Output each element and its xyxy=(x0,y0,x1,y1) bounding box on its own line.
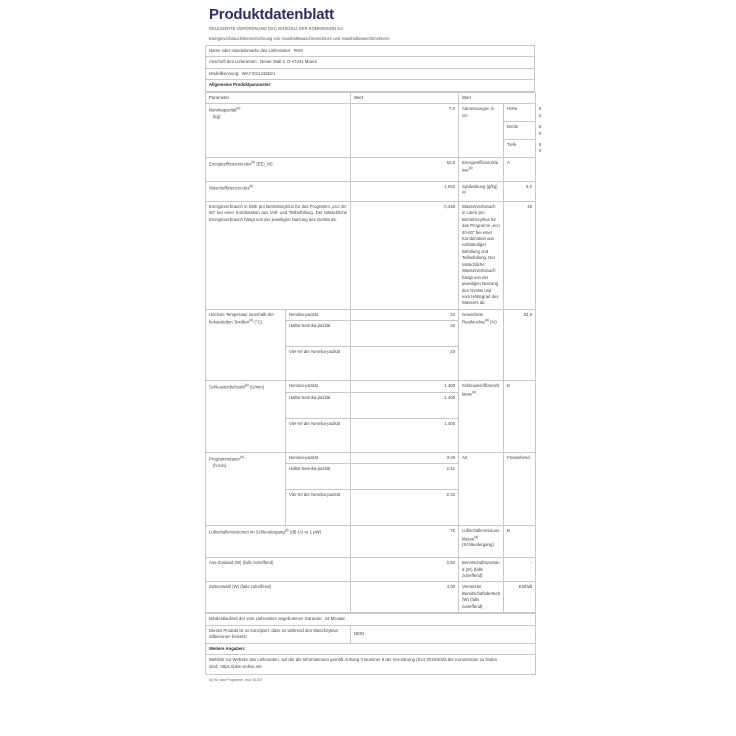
energy-class-value: A xyxy=(504,157,536,181)
energy-consumption-label: Energieverbrauch in kWh pro Betriebszyklus für das Programm „eco 40-60" bei einer Kombination aus Voll- und Teilbefüllung. Der tatsächliche Energieverbrauch hängt von der jeweiligen Nutzung des Geräts ab. xyxy=(206,201,351,309)
table-row xyxy=(206,625,536,643)
spin-quarter-label: Vier-tel der Nennka-pazität xyxy=(286,418,351,452)
height-label: Höhe xyxy=(504,104,536,122)
model-value: WA7-ES1416DAI xyxy=(241,70,275,76)
noise-value: 75 xyxy=(351,526,459,558)
further-info-label: Weitere Angaben: xyxy=(206,643,536,654)
table-row-washing-index xyxy=(206,181,536,201)
temp-full-value: 34 xyxy=(351,309,459,320)
table-row-duration xyxy=(206,452,536,463)
footnote: (a) für das Programm „eco 40-60" xyxy=(209,678,263,683)
standby-value: - xyxy=(504,558,536,582)
model-label: Modellkennung: xyxy=(209,70,240,76)
standby-label: Bereitschaftszustand (W) (falls zutreffend) xyxy=(459,558,504,582)
duration-full-label: Nennka-pazität xyxy=(286,452,351,463)
table-header-row xyxy=(206,92,536,103)
table-row xyxy=(206,46,535,57)
depth-label: Tiefe xyxy=(504,139,536,157)
supplier-table xyxy=(205,45,535,92)
parameters-table xyxy=(205,92,542,613)
product-datasheet-page xyxy=(205,0,542,736)
supplier-name-label: Name oder Handelsmarke des Lieferanten: xyxy=(209,48,292,53)
delay-start-label: Zeitvorwahl (W) (falls zutreffend) xyxy=(206,582,351,613)
table-row xyxy=(206,643,536,654)
duration-quarter-label: Vier-tel der Nennka-pazität xyxy=(286,490,351,526)
type-label: Art xyxy=(459,452,504,525)
energy-class-label: Energieeffizienzklasse$^{(a)}$ xyxy=(459,157,504,181)
capacity-label: Nennkapazität$^{(a)}$ (kg) xyxy=(206,104,351,158)
programme-duration-label: Programmdauer$^{(a)}$ (h:min) xyxy=(206,452,286,525)
guarantee-label: Mindestlaufzeit der vom Lieferanten angebotenen Garantie: xyxy=(209,616,323,622)
network-standby-value: Entfällt xyxy=(504,582,536,613)
weblink-url[interactable]: https://pkm-online.net xyxy=(220,663,262,669)
residual-moisture-label: Gewichtete Restfeuchte$^{(a)}$ (%) xyxy=(459,309,504,380)
table-row-capacity: Nennkapazität$^{(a)}$ (kg) 7,0 Abmessungen in cm Höhe 85 xyxy=(206,104,536,122)
temp-half-value: 32 xyxy=(351,321,459,347)
spin-class-value: B xyxy=(504,381,536,452)
table-row-spin xyxy=(206,381,536,392)
table-row: Breite 60 xyxy=(206,122,536,140)
guarantee-value: 24 Monate xyxy=(324,616,345,622)
page-title: Produktdatenblatt xyxy=(209,6,334,23)
table-row xyxy=(206,655,536,675)
table-row xyxy=(206,614,536,625)
table-row-consumption xyxy=(206,201,536,309)
duration-half-label: Halbe Nennka-pazität xyxy=(286,464,351,490)
energy-consumption-value: 0,448 xyxy=(351,201,459,309)
spin-full-label: Nennka-pazität xyxy=(286,381,351,392)
spin-speed-label: Schleuderdrehzahl$^{(a)}$ (U/min) xyxy=(206,381,286,452)
regulation-line-2: Energieverbrauchskennzeichnung von Haushaltswaschmaschinen und Haushaltswaschtrocknern xyxy=(209,35,390,41)
delay-start-value: 4,00 xyxy=(351,582,459,613)
eei-value: 52,0 xyxy=(351,157,459,181)
noise-class-label: Luftschallemissionsklasse$^{(a)}$ (Schleudergang) xyxy=(459,526,504,558)
spin-class-label: Schleudereffizienzklasse$^{(a)}$ xyxy=(459,381,504,452)
silver-ions-value: NEIN xyxy=(351,625,536,643)
table-row xyxy=(206,57,535,68)
table-row-delay-start xyxy=(206,582,536,613)
water-consumption-value: 45 xyxy=(504,201,536,309)
header-parameter-left: Parameter xyxy=(206,92,351,103)
width-label: Breite xyxy=(504,122,536,140)
network-standby-label: Vernetzter Bereitschaftsbetrieb (W) (falls zutreffend) xyxy=(459,582,504,613)
eei-label: Energieeffizienzin-dex$^{(a)}$ (EEI_W) xyxy=(206,157,351,181)
supplier-address-label: Anschrift des Lieferanten: xyxy=(209,59,258,65)
supplier-name-value: PKM xyxy=(293,48,303,53)
capacity-value: 7,0 xyxy=(351,104,459,158)
temp-half-label: Halbe Nennka-pazität xyxy=(286,321,351,347)
table-row: Tiefe 50 xyxy=(206,139,536,157)
duration-half-value: 2:42 xyxy=(351,464,459,490)
weblink-text: Weblink zur Website des Lieferanten, auf der die Informationen gemäß Anhang II Nummer 9 der Verordnung (EU) 2019/2023 der Kommission zu finden sind: xyxy=(209,657,498,669)
duration-quarter-value: 2:34 xyxy=(351,490,459,526)
rinsing-label: Spülwirkung $(g/kg)^{(a)}$ xyxy=(459,181,504,201)
table-row-off-mode xyxy=(206,558,536,582)
supplier-address-value: Neuer Wall 2, D-47441 Moers xyxy=(260,59,317,65)
rinsing-value: 5,0 xyxy=(504,181,536,201)
regulation-line-1: DELEGIERTE VERORDNUNG (EU) 2019/2014 DER KOMMISSION zur xyxy=(209,26,343,31)
table-row-temperature xyxy=(206,309,536,320)
duration-full-value: 3:28 xyxy=(351,452,459,463)
residual-moisture-value: 53,9 xyxy=(504,309,536,380)
temp-quarter-value: 23 xyxy=(351,347,459,381)
washing-index-value: 1,053 xyxy=(351,181,459,201)
type-value: Freistehend xyxy=(504,452,536,525)
header-wert-right: Wert xyxy=(459,92,536,103)
washing-index-label: Wascheffizienzin-dex$^{(a)}$ xyxy=(206,181,351,201)
noise-label: Luftschallemissionen im Schleudergang$^{(a)}$ (dB (A) re 1 pW) xyxy=(206,526,351,558)
table-row-eei xyxy=(206,157,536,181)
general-params-heading: Allgemeine Produktparameter: xyxy=(206,80,535,91)
spin-half-value: 1.400 xyxy=(351,392,459,418)
spin-quarter-value: 1.400 xyxy=(351,418,459,452)
footer-table xyxy=(205,613,536,675)
temp-quarter-label: Vier-tel der Nennka-pazität xyxy=(286,347,351,381)
off-mode-value: 0,50 xyxy=(351,558,459,582)
header-wert-left: Wert xyxy=(351,92,459,103)
noise-class-value: B xyxy=(504,526,536,558)
table-row-noise xyxy=(206,526,536,558)
spin-full-value: 1.400 xyxy=(351,381,459,392)
table-row xyxy=(206,68,535,79)
water-consumption-label: Wasserverbrauch in Litern pro Betriebszyklus für das Programm „eco 40-60" bei einer Kombination aus vollständiger Befüllung und Teilbefüllung. Der tatsächliche Wasserverbrauch hängt von der jeweiligen Nutzung des Geräts und vom Härtegrad des Wassers ab. xyxy=(459,201,504,309)
temp-full-label: Nennka-pazität xyxy=(286,309,351,320)
spin-half-label: Halbe Nennka-pazität xyxy=(286,392,351,418)
silver-ions-label: Dieses Produkt ist so konzipiert, dass es während des Waschzyklus Silberionen freisetzt xyxy=(206,625,351,643)
dimensions-label: Abmessungen in cm xyxy=(459,104,504,158)
table-row xyxy=(206,80,535,91)
off-mode-label: Aus-Zustand (W) (falls zutreffend) xyxy=(206,558,351,582)
weblink-row xyxy=(206,655,536,675)
max-temperature-label: Höchste Temperatur innerhalb der behandelten Textilien$^{(a)}$ (°C) xyxy=(206,309,286,380)
